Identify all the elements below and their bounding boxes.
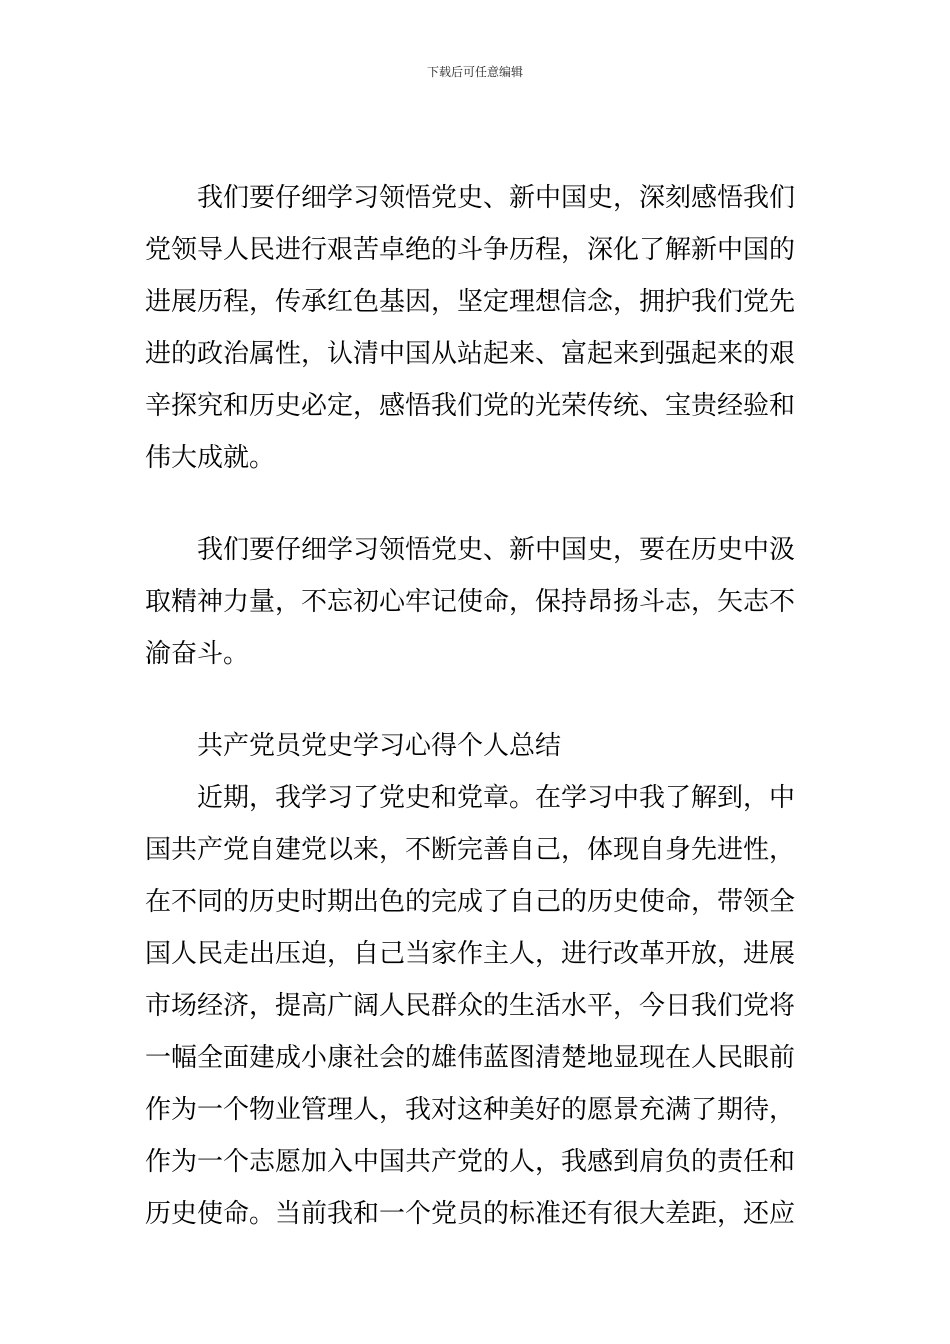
text-line: 进展历程，传承红色基因，坚定理想信念，拥护我们党先 bbox=[145, 287, 796, 317]
text-line: 国共产党自建党以来，不断完善自己，体现自身先进性， bbox=[145, 835, 796, 865]
text-line: 国人民走出压迫，自己当家作主人，进行改革开放，进展 bbox=[145, 939, 796, 969]
text-line: 进的政治属性，认清中国从站起来、富起来到强起来的艰 bbox=[145, 339, 796, 369]
text-line: 历史使命。当前我和一个党员的标准还有很大差距，还应 bbox=[145, 1199, 796, 1229]
text-line: 取精神力量，不忘初心牢记使命，保持昂扬斗志，矢志不 bbox=[145, 587, 796, 617]
text-line: 我们要仔细学习领悟党史、新中国史，深刻感悟我们 bbox=[197, 183, 796, 213]
text-line: 作为一个物业管理人，我对这种美好的愿景充满了期待， bbox=[145, 1095, 796, 1125]
text-line: 作为一个志愿加入中国共产党的人，我感到肩负的责任和 bbox=[145, 1147, 796, 1177]
text-line: 渝奋斗。 bbox=[145, 639, 250, 669]
section-heading: 共产党员党史学习心得个人总结 bbox=[197, 731, 562, 761]
section-title bbox=[145, 720, 810, 772]
page-header-note: 下载后可任意编辑 bbox=[426, 65, 523, 79]
text-line: 在不同的历史时期出色的完成了自己的历史使命，带领全 bbox=[145, 887, 796, 917]
text-line: 伟大成就。 bbox=[145, 443, 276, 473]
text-line: 一幅全面建成小康社会的雄伟蓝图清楚地显现在人民眼前 bbox=[145, 1043, 796, 1073]
paragraph-spiritual-strength bbox=[145, 524, 810, 680]
text-line: 近期，我学习了党史和党章。在学习中我了解到，中 bbox=[197, 783, 796, 813]
paragraph-personal-summary bbox=[145, 772, 810, 1240]
text-line: 党领导人民进行艰苦卓绝的斗争历程，深化了解新中国的 bbox=[145, 235, 796, 265]
text-line: 我们要仔细学习领悟党史、新中国史，要在历史中汲 bbox=[197, 535, 796, 565]
text-line: 辛探究和历史必定，感悟我们党的光荣传统、宝贵经验和 bbox=[145, 391, 796, 421]
paragraph-study-history bbox=[145, 172, 810, 484]
text-line: 市场经济，提高广阔人民群众的生活水平，今日我们党将 bbox=[145, 991, 796, 1021]
